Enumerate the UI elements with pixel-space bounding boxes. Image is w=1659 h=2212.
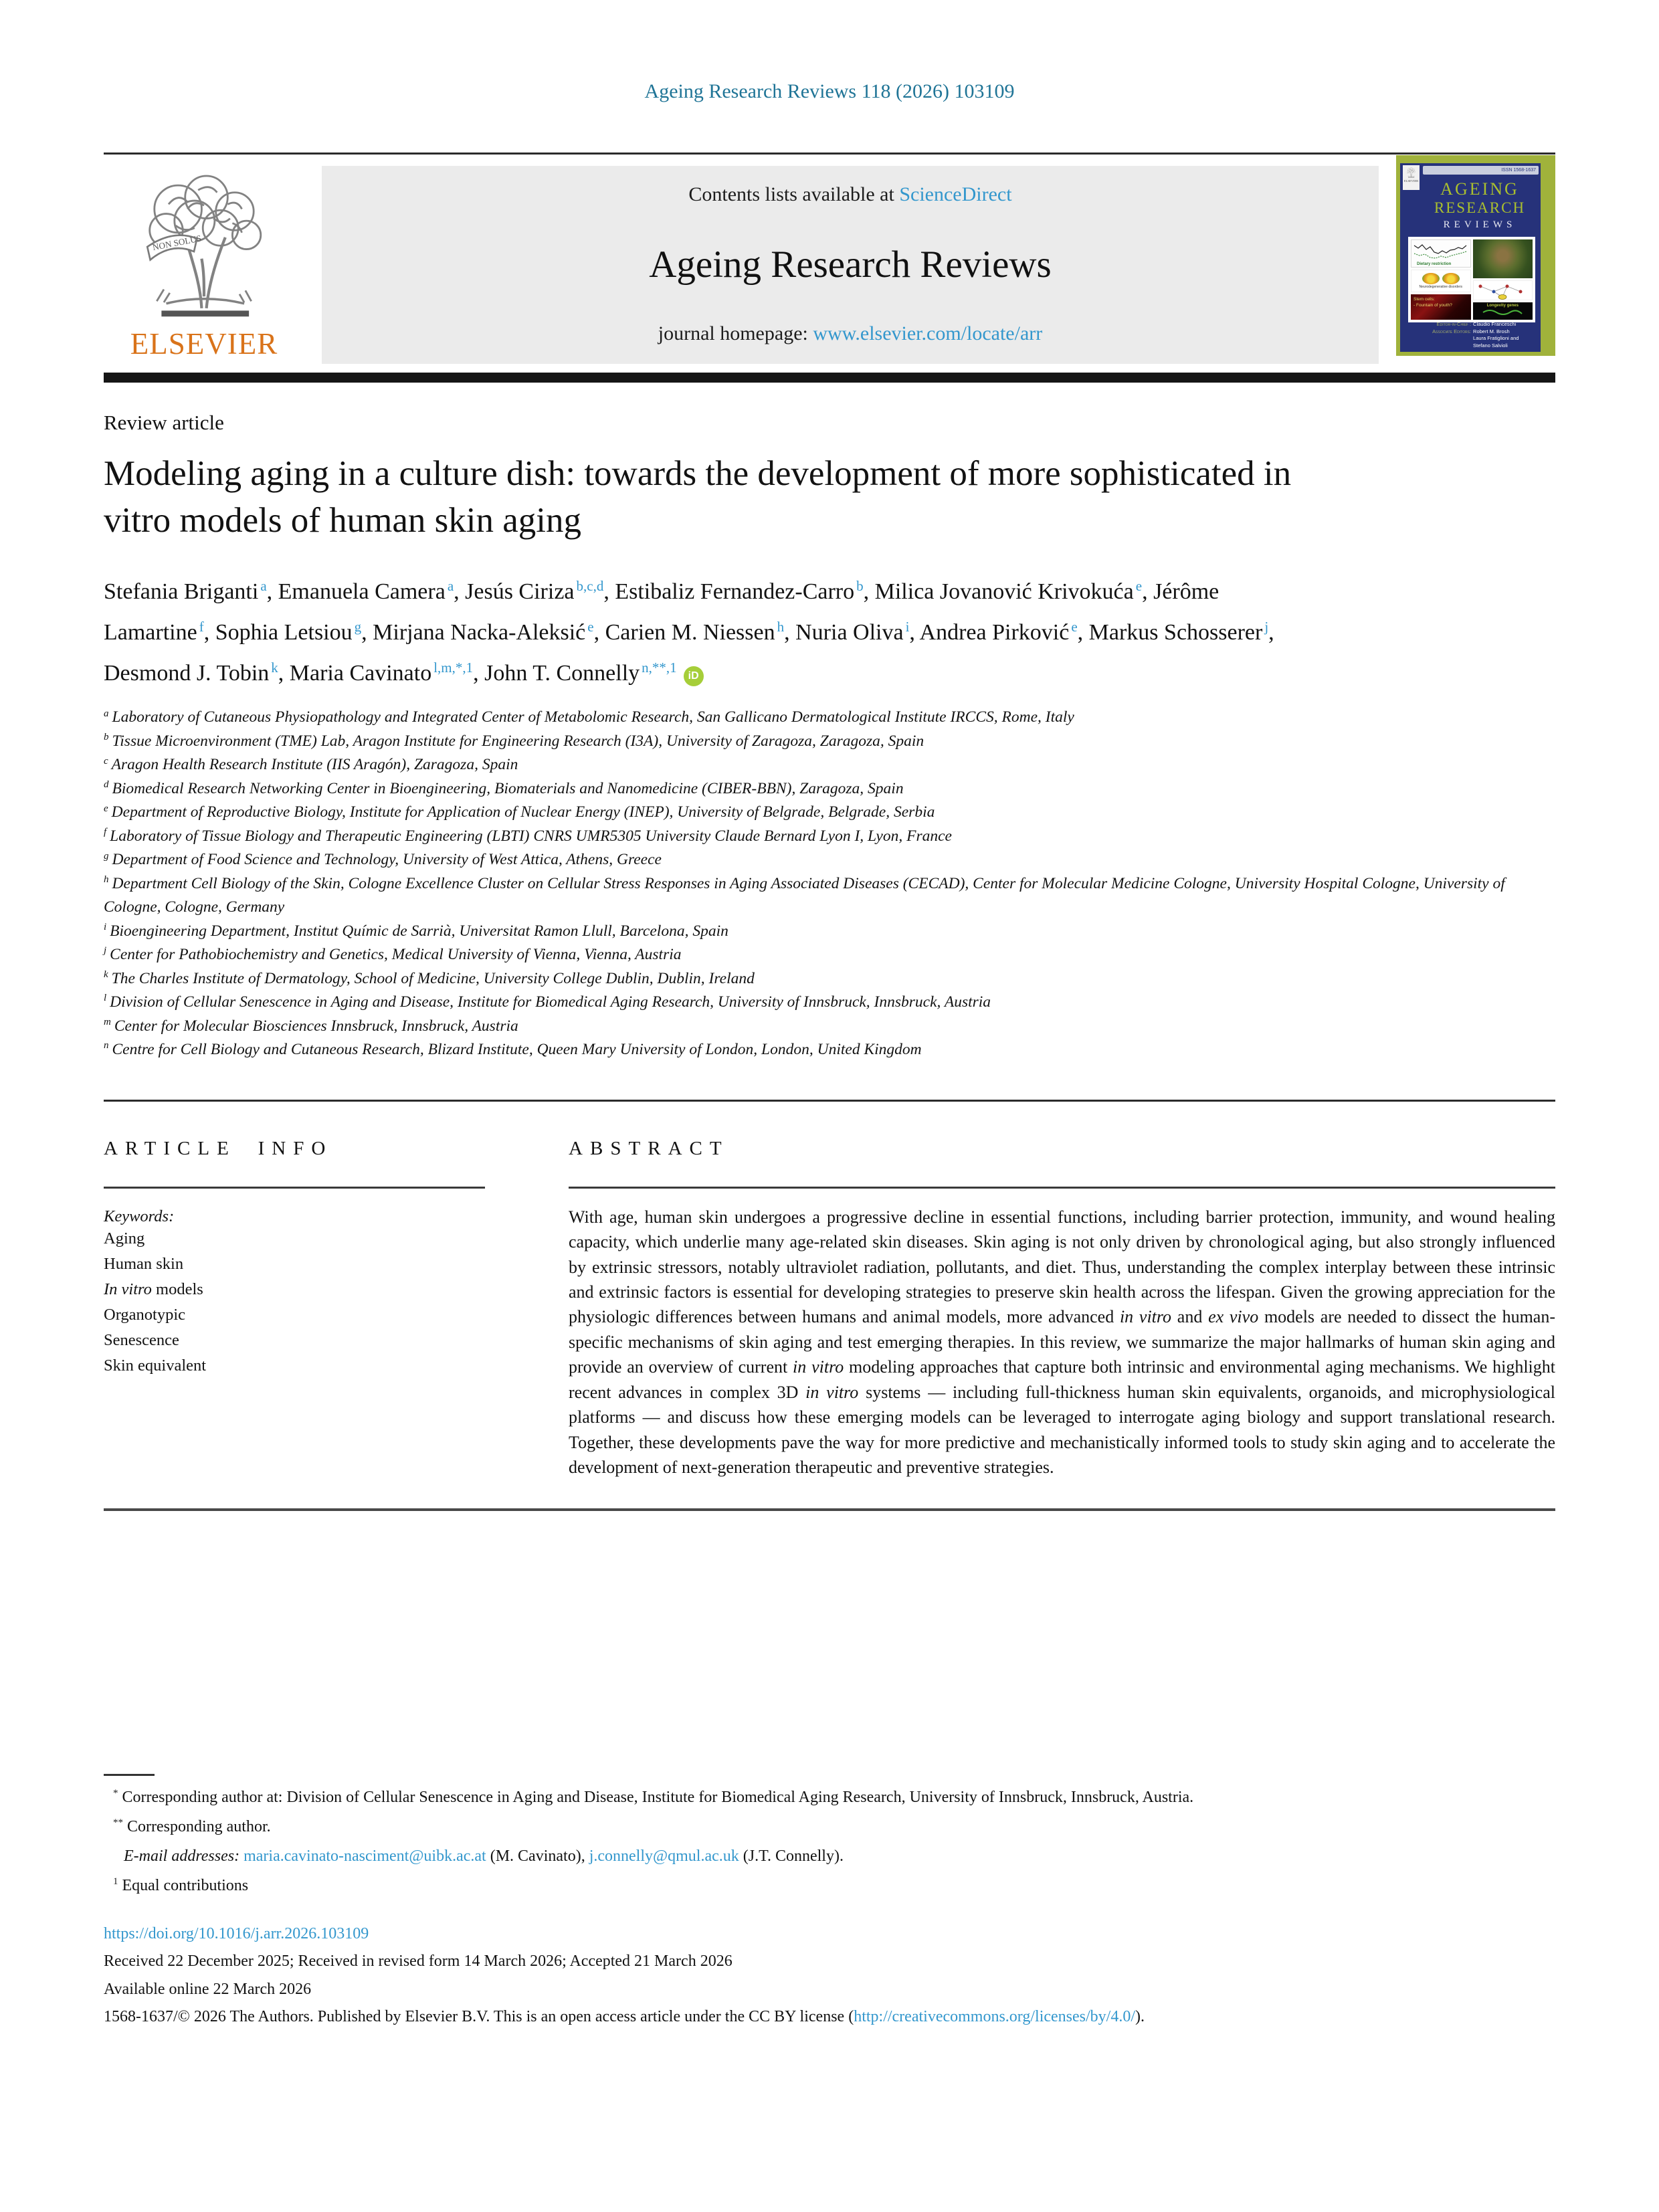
cover-monkey-photo [1473,239,1533,278]
journal-cover-thumbnail[interactable] [1396,155,1555,356]
author-name: Sophia Letsiou [215,620,353,645]
cover-network-diagram [1473,280,1533,300]
cover-longevity-image: Longevity genes [1473,302,1533,320]
footnotes-block [104,1785,1555,1898]
publication-block [104,1920,1555,2031]
section-heading-article-info: ARTICLE INFO [104,1137,333,1159]
keyword-item: Organotypic [104,1305,186,1324]
cover-title-line1: AGEING [1440,179,1519,199]
author-name: John T. Connelly [484,661,640,686]
journal-title: Ageing Research Reviews [649,243,1052,286]
article-type-label: Review article [104,411,224,434]
author-superscript: a [447,577,454,594]
author-name: Desmond J. Tobin [104,661,270,686]
author-superscript: a [260,577,267,594]
author-name: Carien M. Niessen [605,620,775,645]
affiliation-line: $^f$ Laboratory of Tissue Biology and Therapeutic Engineering (LBTI) CNRS UMR5305 University Claude Bernard Lyon I, Lyon, France [104,827,952,845]
cover-issn: ISSN 1568-1637 [1423,166,1539,175]
elsevier-tree-icon [133,169,275,325]
inline-link[interactable]: maria.cavinato-nasciment@uibk.ac.at [243,1847,486,1865]
affiliation-line: $^h$ Department Cell Biology of the Skin, Cologne Excellence Cluster on Cellular Stress Responses in Aging Associated Diseases (CECAD), Center for Molecular Medicine Cologne, University Hospital Cologne, University of Cologne, Cologne, Germany [104,874,1505,916]
author-superscript: f [199,618,204,635]
cover-stemcell-image: Stem cells: - Fountain of youth? [1411,294,1471,320]
cover-editor-name: Claudio Franceschi [1473,321,1517,327]
affiliation-line: $^k$ The Charles Institute of Dermatology, School of Medicine, University College Dublin, Dublin, Ireland [104,969,755,987]
author-name: Milica Jovanović Krivokuća [874,579,1134,604]
author-superscript: l,m,*,1 [433,659,474,676]
author-name: Nuria Oliva [795,620,904,645]
header-top-divider [104,153,1555,155]
author-superscript: b,c,d [576,577,604,594]
affiliation-line: $^g$ Department of Food Science and Technology, University of West Attica, Athens, Greece [104,850,662,869]
footnote-line: E-mail addresses: maria.cavinato-nasciment@uibk.ac.at (M. Cavinato), j.connelly@qmul.ac.uk (J.T. Connelly). [124,1847,844,1865]
footnote-line: $^1$ Equal contributions [113,1876,249,1894]
author-superscript: n,**,1 [642,659,677,676]
affiliation-line: $^e$ Department of Reproductive Biology, Institute for Application of Nuclear Energy (INEP), University of Belgrade, Belgrade, Serbia [104,803,935,821]
author-name: Andrea Pirković [919,620,1070,645]
cover-editor-name: Robert M. Brosh [1473,328,1510,334]
abstract-text: With age, human skin undergoes a progressive decline in essential functions, including barrier protection, immunity, and wound healing capacity, which underlie many age-related skin diseases. Skin aging is not only driven by chronological aging, but also strongly influenced by extrinsic stressors, notably ultraviolet radiation, pollutants, and diet. Thus, understanding the complex interplay between these intrinsic and extrinsic factors is essential for developing strategies to preserve skin health across the lifespan. Given the growing appreciation for the physiologic differences between humans and animal models, more advanced in vitro and ex vivo models are needed to dissect the human-specific mechanisms of skin aging and test emerging therapies. In this review, we summarize the major hallmarks of human skin aging and provide an overview of current in vitro modeling approaches that capture both intrinsic and environmental aging mechanisms. We highlight recent advances in complex 3D in vitro systems — including full-thickness human skin equivalents, organoids, and microphysiological platforms — and discuss how these emerging models can be leveraged to interrogate aging biology and support translational research. Together, these developments pave the way for more predictive and mechanistically informed tools to study skin aging and to accelerate the development of next-generation therapeutic and preventive strategies. [569,1207,1555,1478]
journal-masthead [322,166,1379,364]
abstract-divider [569,1187,1555,1189]
cover-editor-name: Laura Fratiglioni and [1473,335,1519,341]
keyword-item: Senescence [104,1330,179,1349]
cover-title-line2: RESEARCH [1434,199,1526,216]
cover-editor-label: Associate Editors: [1432,328,1472,334]
author-superscript: e [1071,618,1078,635]
affiliation-line: $^n$ Centre for Cell Biology and Cutaneous Research, Blizard Institute, Queen Mary University of London, London, United Kingdom [104,1040,922,1059]
author-superscript: g [354,618,362,635]
affiliation-line: $^m$ Center for Molecular Biosciences Innsbruck, Innsbruck, Austria [104,1016,518,1035]
author-name: Maria Cavinato [289,661,432,686]
cover-editor-label [1403,342,1473,350]
page-footer [104,1774,1555,2031]
keywords-label: Keywords: [104,1207,175,1225]
author-superscript: k [271,659,278,676]
author-superscript: i [905,618,910,635]
author-name: Mirjana Nacka-Aleksić [373,620,586,645]
cover-editor-label [1403,335,1473,342]
section-heading-abstract: ABSTRACT [569,1137,729,1159]
info-abstract-section [104,1100,1555,1511]
received-dates: Received 22 December 2025; Received in revised form 14 March 2026; Accepted 21 March 2026 [104,1952,733,1971]
journal-homepage-link[interactable]: www.elsevier.com/locate/arr [813,322,1043,344]
keyword-item: Aging [104,1229,145,1247]
footnote-line: * Corresponding author at: Division of Cellular Senescence in Aging and Disease, Institute for Biomedical Aging Research, University of Innsbruck, Innsbruck, Austria. [113,1788,1194,1806]
article-info-column [104,1138,485,1480]
journal-citation: Ageing Research Reviews 118 (2026) 103109 [644,80,1015,102]
affiliation-line: $^j$ Center for Pathobiochemistry and Genetics, Medical University of Vienna, Vienna, Austria [104,945,682,964]
sciencedirect-link[interactable]: ScienceDirect [899,183,1012,205]
cover-editors-block [1403,321,1538,349]
author-name: Stefania Briganti [104,579,259,604]
article-title: Modeling aging in a culture dish: towards the development of more sophisticated in vitro models of human skin aging [104,454,1292,540]
affiliation-line: $^b$ Tissue Microenvironment (TME) Lab, Aragon Institute for Engineering Research (I3A), University of Zaragoza, Zaragoza, Spain [104,732,924,750]
keyword-item: Skin equivalent [104,1356,207,1375]
orcid-icon[interactable]: iD [684,666,704,686]
keyword-item: In vitro models [104,1280,203,1298]
author-name: Jesús Ciriza [465,579,575,604]
author-superscript: e [587,618,594,635]
cover-editor-name: Stefano Salvioli [1473,342,1508,348]
affiliation-line: $^d$ Biomedical Research Networking Center in Bioengineering, Biomaterials and Nanomedicine (CIBER-BBN), Zaragoza, Spain [104,779,904,797]
cover-image-panel [1408,237,1535,322]
author-list: Stefania Briganti $^a$, Emanuela Camera $^a$, Jesús Ciriza $^{b,c,d}$, Estibaliz Fernandez-Carro $^b$, Milica Jovanović Krivokuća $^e$, Jérôme Lamartine $^f$, Sophia Letsiou $^g$, Mirjana Nacka-Aleksić $^e$, Carien M. Niessen $^h$, Nuria Oliva $^i$, Andrea Pirković $^e$, Markus Schosserer $^j$, Desmond J. Tobin $^k$, Maria Cavinato $^{l,m,*,1}$, John T. Connelly $^{n,**,1}$iD [104,577,1274,686]
affiliation-line: $^c$ Aragon Health Research Institute (IIS Aragón), Zaragoza, Spain [104,755,518,774]
cover-editor-label: Editor-in-Chief : [1436,321,1472,327]
header-bottom-bar [104,373,1555,383]
cover-tree-icon [1406,167,1416,179]
elsevier-wordmark: ELSEVIER [130,327,278,361]
abstract-column [569,1138,1555,1480]
affiliation-line: $^i$ Bioengineering Department, Institut Químic de Sarrià, Universitat Ramon Llull, Barcelona, Spain [104,922,728,940]
author-name: Estibaliz Fernandez-Carro [615,579,855,604]
author-name: Markus Schosserer [1088,620,1263,645]
cover-brain-image: Neurodegenerative disorders [1411,270,1471,292]
author-name: Jérôme Lamartine [104,579,1219,645]
keyword-item: Human skin [104,1254,184,1273]
footnote-line: ** Corresponding author. [113,1817,271,1835]
cover-chart-image: Dietary restriction [1411,239,1471,268]
inline-link[interactable]: j.connelly@qmul.ac.uk [589,1847,739,1865]
affiliations-list [104,706,1555,1062]
keywords-list [104,1226,485,1379]
author-superscript: b [856,577,864,594]
copyright-line: 1568-1637/© 2026 The Authors. Published by Elsevier B.V. This is an open access article under the CC BY license (http://creativecommons.org/licenses/by/4.0/). [104,2007,1145,2025]
affiliation-line: $^a$ Laboratory of Cutaneous Physiopathology and Integrated Center of Metabolomic Research, San Gallicano Dermatological Institute IRCCS, Rome, Italy [104,708,1074,726]
author-superscript: e [1135,577,1143,594]
homepage-line: journal homepage: www.elsevier.com/locate/arr [658,322,1043,344]
author-superscript: j [1264,618,1269,635]
available-online: Available online 22 March 2026 [104,1980,312,1998]
journal-header [104,166,1555,367]
cover-title-line3: REVIEWS [1443,219,1517,230]
doi-link[interactable]: https://doi.org/10.1016/j.arr.2026.103109 [104,1925,369,1942]
elsevier-logo [104,166,304,364]
author-superscript: h [777,618,785,635]
affiliation-line: $^l$ Division of Cellular Senescence in Aging and Disease, Institute for Biomedical Aging Research, University of Innsbruck, Innsbruck, Austria [104,993,991,1011]
author-name: Emanuela Camera [278,579,446,604]
inline-link[interactable]: http://creativecommons.org/licenses/by/4.0/ [854,2007,1135,2025]
contents-line: Contents lists available at ScienceDirect [688,183,1012,205]
article-info-divider [104,1187,485,1189]
footnote-separator [104,1774,155,1776]
cover-elsevier-logo: ELSEVIER [1403,165,1420,190]
